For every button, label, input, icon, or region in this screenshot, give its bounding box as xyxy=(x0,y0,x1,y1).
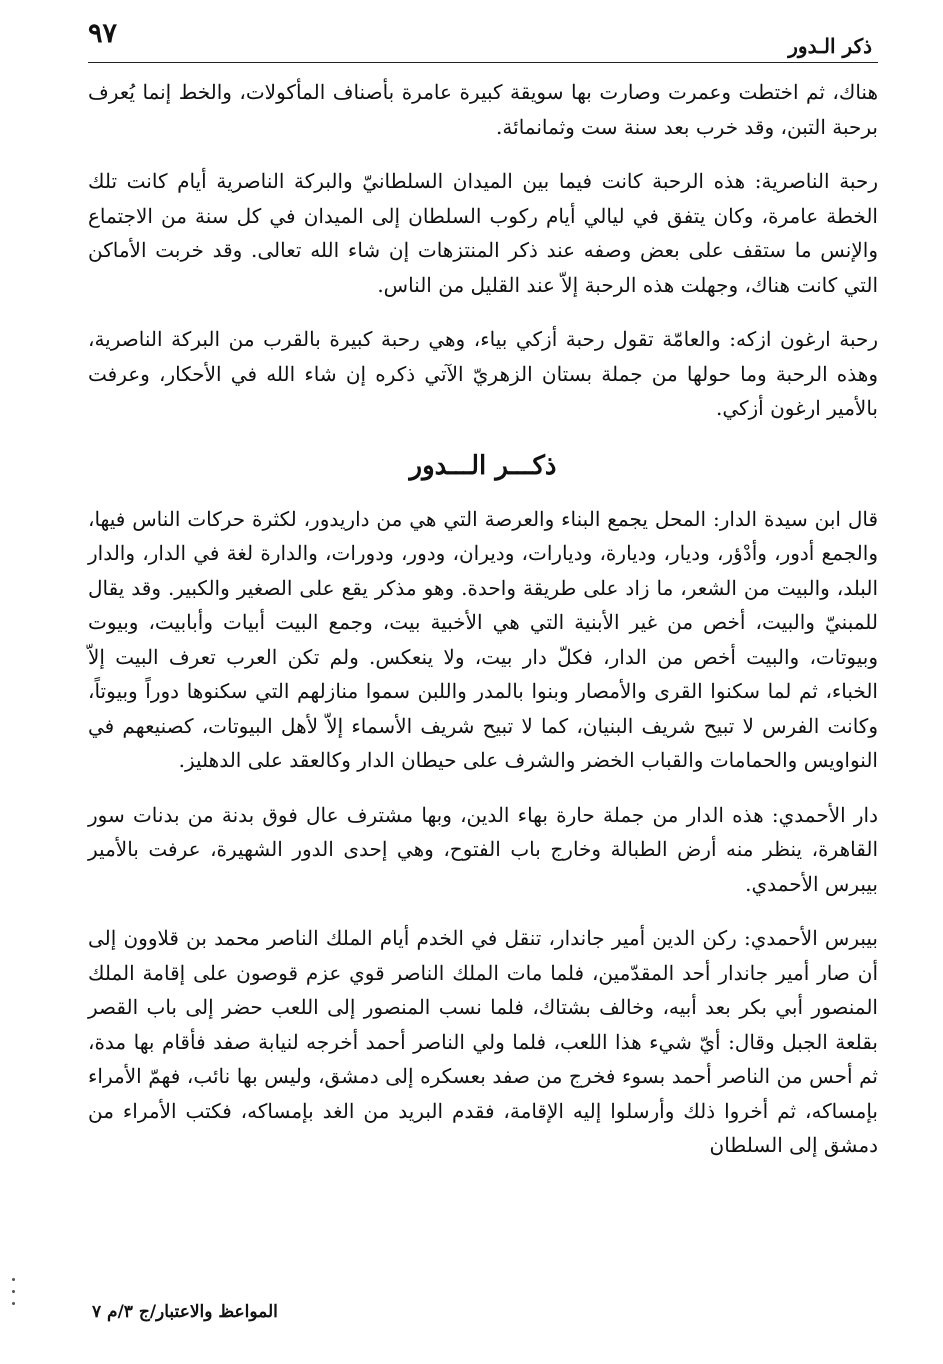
margin-dot xyxy=(12,1302,15,1305)
paragraph: رحبة ارغون ازكه: والعامّة تقول رحبة أزكي بياء، وهي رحبة كبيرة بالقرب من البركة الناصرية، وهذه الرحبة وما حولها من جملة بستان الزهريّ الآتي ذكره إن شاء الله في الأحكار، وعرفت بالأمير ارغون أزكي. xyxy=(88,327,878,420)
page-header xyxy=(88,14,878,63)
paragraph: رحبة الناصرية: هذه الرحبة كانت فيما بين الميدان السلطانيّ والبركة الناصرية أيام كانت تلك الخطة عامرة، وكان يتفق في ليالي أيام ركوب السلطان إلى الميدان في كل سنة من الاجتماع والإنس ما ستقف على بعض وصفه عند ذكر المنتزهات إن شاء الله تعالى. وقد خربت الأماكن التي كانت هناك، وجهلت هذه الرحبة إلاّ عند القليل من الناس. xyxy=(88,169,878,297)
paragraph: هناك، ثم اختطت وعمرت وصارت بها سويقة كبيرة عامرة بأصناف المأكولات، والخط إنما يُعرف برحبة التبن، وقد خرب بعد سنة ست وثمانمائة. xyxy=(88,80,878,139)
paragraph: قال ابن سيدة الدار: المحل يجمع البناء والعرصة التي هي من داريدور، لكثرة حركات الناس فيها، والجمع أدور، وأدْؤر، وديار، وديارة، وديارات، وديران، ودور، ودورات، والدارة لغة في الدار، والدار البلد، والبيت من الشعر، ما زاد على طريقة واحدة. وهو مذكر يقع على الصغير والكبير. وقد يقال للمبنيّ والبيت، أخص من غير الأبنية التي هي الأخبية بيت، وجمع البيت أبيات وأبابيت، وبيوت وبيوتات، والبيت أخص من الدار، فكلّ دار بيت، ولا ينعكس. ولم تكن العرب تعرف البيت إلاّ الخباء، ثم لما سكنوا القرى والأمصار وبنوا بالمدر واللبن سموا منازلهم التي سكنوها دوراً وبيوتاً، وكانت الفرس لا تبيح شريف البنيان، كما لا تبيح شريف الأسماء إلاّ لأهل البيوتات، كصنيعهم في النواويس والحمامات والقباب الخضر والشرف على حيطان الدار وكالعقد على الدهليز. xyxy=(88,506,878,772)
paragraph: دار الأحمدي: هذه الدار من جملة حارة بهاء الدين، وبها مشترف عال فوق بدنة من بدنات سور القاهرة، ينظر منه أرض الطبالة وخارج باب الفتوح، وهي إحدى الدور الشهيرة، عرفت بالأمير بيبرس الأحمدي. xyxy=(88,802,879,896)
page-body xyxy=(88,75,878,1163)
page-footer: المواعظ والاعتبار/ج ٣/م ٧ xyxy=(92,1302,278,1322)
margin-dot xyxy=(12,1278,15,1281)
section-heading: ذكـــر الـــدور xyxy=(409,450,557,481)
paragraph: بيبرس الأحمدي: ركن الدين أمير جاندار، تنقل في الخدم أيام الملك الناصر محمد بن قلاوون إلى أن صار أمير جاندار أحد المقدّمين، فلما مات الملك الناصر قوي عزم قوصون على إقامة الملك المنصور أبي بكر بعد أبيه، وخالف بشتاك، فلما نسب المنصور إلى اللعب حضر إلى باب القصر بقلعة الجبل وقال: أيّ شيء هذا اللعب، فلما ولي الناصر أحمد أخرجه لنيابة صفد فأقام بها مدة، ثم أحس من الناصر أحمد بسوء فخرج من صفد بعسكره إلى دمشق، وليس بها نائب، فهمّ الأمراء بإمساكه، ثم أخروا ذلك وأرسلوا إليه الإقامة، فقدم البريد من الغد بإمساكه، فكتب الأمراء من دمشق إلى السلطان xyxy=(88,926,878,1157)
page-number: ٩٧ xyxy=(88,18,118,49)
running-title: ذكر الـدور xyxy=(788,34,872,58)
margin-dot xyxy=(12,1290,15,1293)
book-page xyxy=(88,14,878,1350)
